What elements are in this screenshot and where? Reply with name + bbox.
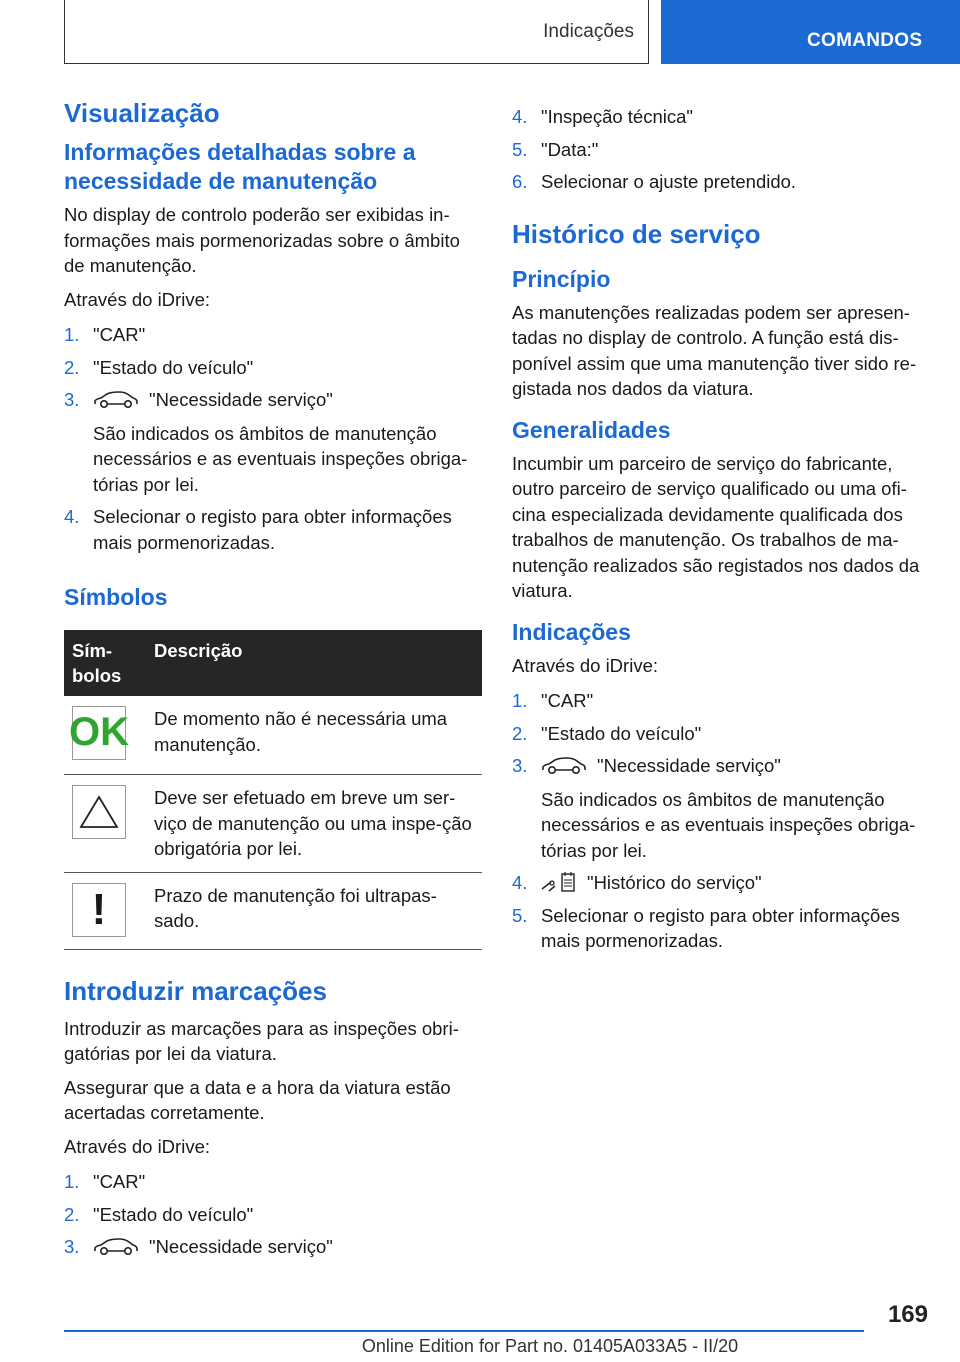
step-text: "Histórico do serviço"	[587, 872, 762, 893]
paragraph-idrive: Através do iDrive:	[64, 288, 210, 310]
heading-principio: Princípio	[512, 265, 611, 292]
header-section-title: Indicações	[543, 21, 634, 42]
list-item	[512, 721, 928, 747]
step-text: Selecionar o registo para obter informações mais pormenorizadas.	[93, 506, 452, 553]
step-number: 5.	[512, 138, 528, 160]
table-header-symbols: Sím-bolos	[64, 630, 146, 696]
ok-icon	[69, 706, 129, 760]
exclamation-icon	[72, 883, 126, 937]
right-column	[512, 104, 928, 961]
left-column	[64, 96, 482, 1267]
step-text: Selecionar o ajuste pretendido.	[541, 171, 797, 192]
heading-generalidades: Generalidades	[512, 416, 671, 443]
car-icon	[541, 757, 587, 775]
step-text: Selecionar o registo para obter informações mais pormenorizadas.	[541, 904, 900, 951]
list-item	[64, 1202, 482, 1228]
paragraph-idrive-right: Através do iDrive:	[512, 654, 658, 676]
step-number: 6.	[512, 171, 528, 192]
ok-icon-text: OK	[69, 710, 129, 755]
steps-list-info	[64, 322, 482, 555]
table-row	[64, 872, 482, 949]
step-subtext: São indicados os âmbitos de manutenção necessários e as eventuais inspeções obriga-tórias por lei.	[541, 788, 916, 861]
steps-list-continued	[512, 104, 928, 195]
step-text: "Inspeção técnica"	[541, 106, 693, 127]
step-number: 4.	[512, 106, 528, 127]
paragraph-informacoes: No display de controlo poderão ser exibidas in-formações mais pormenorizadas sobre o âmbito de manutenção.	[64, 204, 460, 276]
header-chapter-tab	[661, 0, 960, 64]
heading-simbolos: Símbolos	[64, 584, 168, 610]
car-icon	[93, 391, 139, 409]
paragraph-idrive-2: Através do iDrive:	[64, 1135, 210, 1157]
step-number: 2.	[64, 356, 80, 378]
page-number: 169	[887, 1301, 928, 1328]
step-text: "Estado do veículo"	[93, 1203, 254, 1225]
service-history-icon	[541, 871, 575, 893]
step-number: 2.	[64, 1203, 80, 1225]
heading-indicacoes: Indicações	[512, 618, 631, 645]
step-number: 4.	[64, 506, 80, 527]
paragraph-generalidades: Incumbir um parceiro de serviço do fabricante, outro parceiro de serviço qualificado ou uma ofi-cina especializada devidamente qualificada dos trabalhos de manutenção. Os trabalhos de ma-nutenção realizados são registados nos dados da viatura.	[512, 452, 920, 601]
list-item	[64, 387, 482, 497]
step-number: 1.	[64, 324, 80, 345]
step-subtext: São indicados os âmbitos de manutenção necessários e as eventuais inspeções obriga-tórias por lei.	[93, 422, 468, 495]
footer-edition: Online Edition for Part no. 01405A033A5 - II/20	[361, 1336, 739, 1356]
table-header-description: Descrição	[146, 630, 482, 696]
header-section-box	[64, 0, 649, 64]
list-item	[512, 903, 928, 954]
list-item	[64, 1234, 482, 1260]
step-text: "CAR"	[541, 690, 594, 711]
list-item	[512, 104, 928, 130]
step-text: "Necessidade serviço"	[597, 755, 781, 776]
step-text: "Data:"	[541, 138, 599, 160]
table-cell-description: Prazo de manutenção foi ultrapas-sado.	[146, 872, 482, 949]
warning-triangle-icon	[72, 785, 126, 839]
step-number: 1.	[512, 690, 528, 711]
list-item	[512, 169, 928, 195]
table-header-row	[64, 630, 482, 696]
car-icon	[93, 1238, 139, 1256]
table-cell-description: De momento não é necessária uma manutenção.	[146, 696, 482, 775]
list-item	[512, 753, 928, 863]
list-item	[64, 1169, 482, 1195]
heading-introduzir: Introduzir marcações	[64, 975, 327, 1006]
paragraph-principio: As manutenções realizadas podem ser apresen-tadas no display de controlo. A função está dis-ponível assim que uma manutenção tiver sido re-gistada nos dados da viatura.	[512, 301, 917, 399]
list-item	[64, 322, 482, 348]
heading-visualizacao: Visualização	[64, 98, 220, 128]
step-number: 1.	[64, 1171, 80, 1192]
step-text: "Necessidade serviço"	[149, 1236, 333, 1257]
symbols-table	[64, 630, 482, 950]
step-number: 3.	[512, 755, 528, 776]
step-text: "CAR"	[93, 1171, 146, 1192]
table-cell-description: Deve ser efetuado em breve um ser-viço de manutenção ou uma inspe-ção obrigatória por lei.	[146, 775, 482, 873]
list-item	[64, 355, 482, 381]
step-text: "Estado do veículo"	[93, 356, 254, 378]
steps-list-historico	[512, 688, 928, 954]
exclamation-icon-text: !	[91, 884, 107, 934]
step-number: 3.	[64, 389, 80, 410]
paragraph-introduzir-1: Introduzir as marcações para as inspeções obri-gatórias por lei da viatura.	[64, 1017, 459, 1064]
footer-divider	[64, 1330, 864, 1332]
step-number: 3.	[64, 1236, 80, 1257]
header-chapter-title: COMANDOS	[807, 30, 923, 51]
list-item	[64, 504, 482, 555]
step-number: 5.	[512, 904, 528, 926]
step-text: "Necessidade serviço"	[149, 389, 333, 410]
steps-list-introduzir	[64, 1169, 482, 1260]
paragraph-introduzir-2: Assegurar que a data e a hora da viatura estão acertadas corretamente.	[64, 1076, 451, 1123]
list-item	[512, 870, 928, 896]
table-row	[64, 775, 482, 873]
heading-informacoes: Informações detalhadas sobre a necessidade de manutenção	[64, 139, 416, 194]
step-text: "Estado do veículo"	[541, 722, 702, 744]
step-text: "CAR"	[93, 324, 146, 345]
list-item	[512, 137, 928, 163]
heading-historico: Histórico de serviço	[512, 218, 761, 249]
list-item	[512, 688, 928, 714]
step-number: 4.	[512, 872, 528, 893]
step-number: 2.	[512, 722, 528, 744]
table-row	[64, 696, 482, 775]
